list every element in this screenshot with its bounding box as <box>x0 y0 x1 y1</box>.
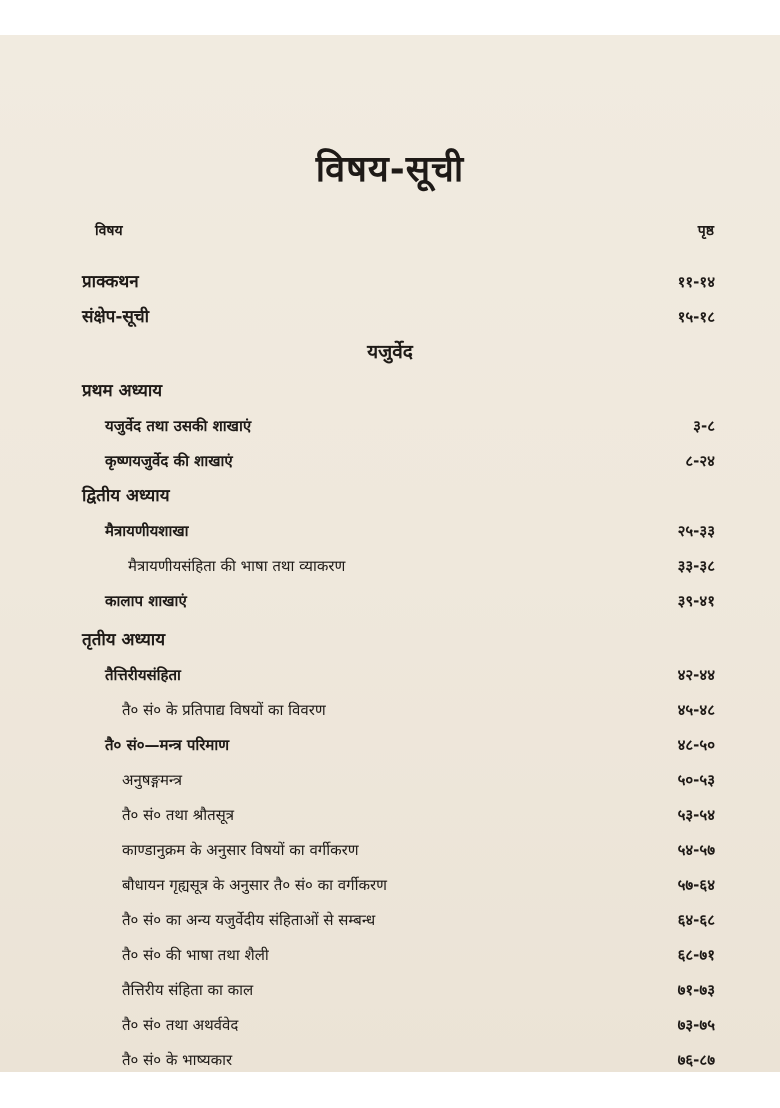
section-heading <box>0 335 780 370</box>
toc-entry <box>0 409 780 444</box>
entry-page: ३-८ <box>693 417 715 435</box>
chapter-heading <box>0 479 780 514</box>
document-page <box>0 35 780 1072</box>
entry-title: प्राक्कथन <box>82 272 139 292</box>
entry-page: ६८-७१ <box>677 946 715 964</box>
toc-entry <box>0 549 780 584</box>
toc-entry <box>0 833 780 868</box>
entry-page: ४५-४८ <box>677 701 715 719</box>
column-header-subject: विषय <box>95 223 123 239</box>
chapter-title: प्रथम अध्याय <box>82 381 163 401</box>
entry-page: ११-१४ <box>677 273 715 291</box>
entry-title: कालाप शाखाएं <box>105 592 187 610</box>
toc-entry <box>0 444 780 479</box>
entry-title: बौधायन गृह्यसूत्र के अनुसार तै० सं० का वर्गीकरण <box>122 876 387 894</box>
entry-title: अनुषङ्गमन्त्र <box>122 771 183 789</box>
entry-title: मैत्रायणीयशाखा <box>105 522 189 540</box>
entry-title: संक्षेप-सूची <box>82 307 150 327</box>
entry-page: ५७-६४ <box>677 876 715 894</box>
toc-entry <box>0 938 780 973</box>
toc-entry <box>0 658 780 693</box>
chapter-heading <box>0 623 780 658</box>
toc-entry <box>0 514 780 549</box>
entry-title: कृष्णयजुर्वेद की शाखाएं <box>105 452 233 470</box>
entry-page: ७६-८७ <box>677 1051 715 1069</box>
toc-entry <box>0 973 780 1008</box>
page-title: विषय-सूची <box>315 149 465 190</box>
entry-title: तै० सं० का अन्य यजुर्वेदीय संहिताओं से सम्बन्ध <box>122 911 376 929</box>
chapter-title: द्वितीय अध्याय <box>82 486 170 506</box>
toc-entry <box>0 584 780 619</box>
entry-title: तै० सं० के भाष्यकार <box>122 1051 233 1069</box>
entry-title: तै० सं० तथा श्रौतसूत्र <box>122 806 235 824</box>
entry-page: ५४-५७ <box>677 841 715 859</box>
entry-title: तै० सं० के प्रतिपाद्य विषयों का विवरण <box>122 701 326 719</box>
entry-page: ४२-४४ <box>677 666 715 684</box>
entry-page: ६४-६८ <box>677 911 715 929</box>
entry-title: तै० सं० की भाषा तथा शैली <box>122 946 269 964</box>
entry-page: ३३-३८ <box>677 557 715 575</box>
chapter-heading <box>0 374 780 409</box>
toc-entry <box>0 1043 780 1078</box>
entry-page: ३९-४१ <box>677 592 715 610</box>
entry-page: ७३-७५ <box>677 1016 715 1034</box>
entry-title: तै० सं०—मन्त्र परिमाण <box>105 736 230 754</box>
toc-entry <box>0 763 780 798</box>
entry-page: २५-३३ <box>677 522 715 540</box>
entry-page: ७१-७३ <box>677 981 715 999</box>
toc-entry <box>0 300 780 335</box>
column-header-page: पृष्ठ <box>697 223 714 239</box>
entry-page: ५०-५३ <box>677 771 715 789</box>
entry-title: तैत्तिरीयसंहिता <box>105 666 181 684</box>
entry-title: यजुर्वेद तथा उसकी शाखाएं <box>105 417 252 435</box>
entry-title: तै० सं० तथा अथर्ववेद <box>122 1016 239 1034</box>
entry-title: काण्डानुक्रम के अनुसार विषयों का वर्गीकरण <box>122 841 359 859</box>
entry-page: ५३-५४ <box>677 806 715 824</box>
toc-list <box>0 265 780 1078</box>
chapter-title: तृतीय अध्याय <box>82 630 166 650</box>
toc-entry <box>0 693 780 728</box>
toc-entry <box>0 903 780 938</box>
toc-entry <box>0 798 780 833</box>
entry-page: १५-१८ <box>677 308 715 326</box>
section-title: यजुर्वेद <box>367 341 413 363</box>
entry-page: ८-२४ <box>685 452 715 470</box>
toc-entry <box>0 868 780 903</box>
entry-page: ४८-५० <box>677 736 715 754</box>
entry-title: मैत्रायणीयसंहिता की भाषा तथा व्याकरण <box>128 557 346 575</box>
toc-entry <box>0 728 780 763</box>
toc-entry <box>0 1008 780 1043</box>
entry-title: तैत्तिरीय संहिता का काल <box>122 981 254 999</box>
toc-entry <box>0 265 780 300</box>
